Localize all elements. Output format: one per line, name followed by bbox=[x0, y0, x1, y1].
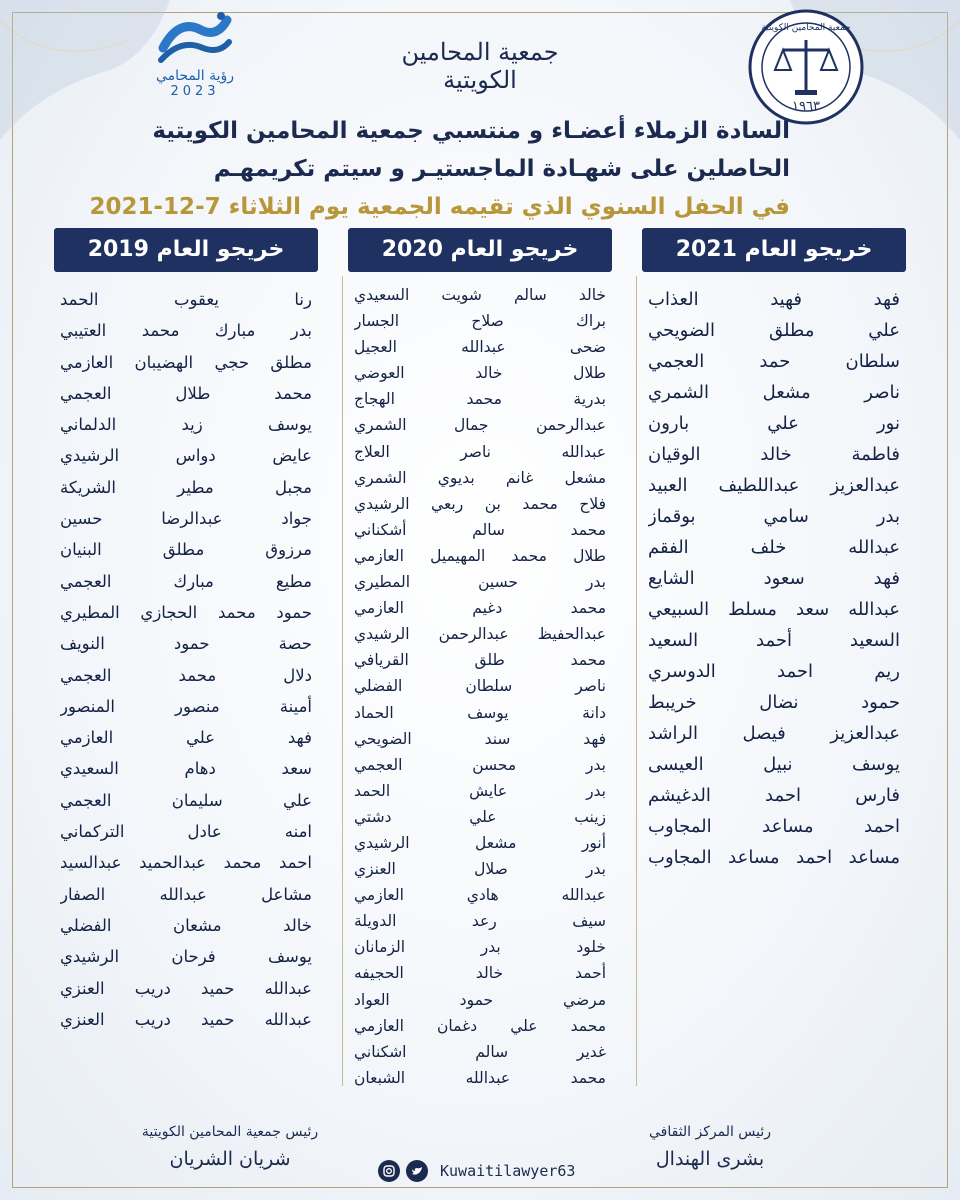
graduate-name: بدر صلال العنزي bbox=[354, 860, 606, 879]
graduate-name: براك صلاح الجسار bbox=[354, 312, 606, 331]
graduate-name: يوسف زيد الدلماني bbox=[60, 415, 312, 435]
column-2021 bbox=[642, 228, 906, 873]
graduate-name: خالد سالم شويت السعيدي bbox=[354, 286, 606, 304]
graduate-name: علي مطلق الضويحي bbox=[648, 320, 900, 341]
graduate-name: عبدالعزيز فيصل الراشد bbox=[648, 723, 900, 744]
logo-year: 2023 bbox=[170, 84, 220, 99]
graduate-name: عبدالله ناصر العلاج bbox=[354, 442, 606, 461]
graduate-name: سعد دهام السعيدي bbox=[60, 759, 312, 779]
graduate-name: بدر محسن العجمي bbox=[354, 755, 606, 774]
graduate-name: طلال خالد العوضي bbox=[354, 364, 606, 383]
graduate-name: مرزوق مطلق البنيان bbox=[60, 540, 312, 560]
graduate-name: محمد سالم أشكناني bbox=[354, 520, 606, 539]
graduate-name: بدر سامي بوقماز bbox=[648, 506, 900, 527]
signature-title: رئيس المركز الثقافي bbox=[648, 1124, 772, 1140]
graduate-name: عبدالعزيز عبداللطيف العبيد bbox=[648, 475, 900, 496]
column-divider bbox=[342, 276, 343, 1086]
signature-title: رئيس جمعية المحامين الكويتية bbox=[141, 1124, 319, 1140]
graduate-name: مرضي حمود العواد bbox=[354, 990, 606, 1009]
signature-name: بشرى الهندال bbox=[655, 1148, 765, 1170]
graduate-name: يوسف نبيل العيسى bbox=[648, 754, 900, 775]
graduate-name: فهد علي العازمي bbox=[60, 728, 312, 748]
graduate-name: نور علي بارون bbox=[648, 413, 900, 434]
graduate-name: مطلق حجي الهضيبان العازمي bbox=[60, 352, 312, 372]
graduate-name: محمد دغيم العازمي bbox=[354, 599, 606, 618]
graduate-name: ناصر مشعل الشمري bbox=[648, 382, 900, 403]
graduate-name: جواد عبدالرضا حسين bbox=[60, 509, 312, 529]
graduate-name: يوسف فرحان الرشيدي bbox=[60, 947, 312, 967]
headline-line-3: في الحفل السنوي الذي تقيمه الجمعية يوم الثلاثاء 7-12-2021 bbox=[89, 194, 790, 220]
graduate-name: مطيع مبارك العجمي bbox=[60, 571, 312, 591]
brand-title: جمعية المحامين الكويتية bbox=[401, 38, 559, 94]
graduate-name: فهد سند الضويحي bbox=[354, 729, 606, 748]
column-2020 bbox=[348, 228, 612, 1091]
graduate-name: دلال محمد العجمي bbox=[60, 665, 312, 685]
graduate-name: زينب علي دشتي bbox=[354, 807, 606, 826]
vision-logo bbox=[140, 8, 250, 118]
graduate-name: مجبل مطير الشريكة bbox=[60, 477, 312, 497]
graduate-name: عبدالله هادي العازمي bbox=[354, 886, 606, 905]
graduate-name: حمود محمد الحجازي المطيري bbox=[60, 602, 312, 622]
names-list-2019 bbox=[54, 272, 318, 1035]
graduate-name: عبدالرحمن جمال الشمري bbox=[354, 416, 606, 435]
graduate-name: فلاح محمد بن ربعي الرشيدي bbox=[354, 494, 606, 513]
graduate-name: حصة حمود النويف bbox=[60, 634, 312, 654]
graduate-name: فهد سعود الشايع bbox=[648, 568, 900, 589]
graduate-name: محمد طلال العجمي bbox=[60, 383, 312, 403]
graduate-name: غدير سالم اشكناني bbox=[354, 1042, 606, 1061]
graduate-name: عبدالله حميد دريب العنزي bbox=[60, 978, 312, 998]
graduate-name: خلود بدر الزمانان bbox=[354, 938, 606, 957]
association-seal bbox=[747, 8, 865, 126]
column-title-2019: خريجو العام 2019 bbox=[54, 228, 318, 272]
headline-line-2: الحاصلين على شهـادة الماجستيـر و سيتم تكريمهـم bbox=[213, 156, 790, 182]
graduate-name: مشاعل عبدالله الصفار bbox=[60, 884, 312, 904]
signature-association-head bbox=[100, 1124, 360, 1170]
graduate-name: عبدالله خلف الفقم bbox=[648, 537, 900, 558]
twitter-icon[interactable] bbox=[406, 1160, 428, 1182]
names-list-2021 bbox=[642, 272, 906, 873]
graduate-name: بدرية محمد الهجاج bbox=[354, 390, 606, 409]
social-handles bbox=[378, 1158, 638, 1184]
graduate-name: أمينة منصور المنصور bbox=[60, 696, 312, 716]
graduate-name: طلال محمد المهيميل العازمي bbox=[354, 546, 606, 565]
graduate-name: محمد علي دغمان العازمي bbox=[354, 1016, 606, 1035]
graduate-name: محمد عبدالله الشبعان bbox=[354, 1068, 606, 1087]
seal-year: ١٩٦٣ bbox=[792, 99, 820, 114]
graduate-name: ضحى عبدالله العجيل bbox=[354, 338, 606, 357]
announcement-headline bbox=[89, 112, 790, 226]
column-title-2020: خريجو العام 2020 bbox=[348, 228, 612, 272]
graduate-name: عايض دواس الرشيدي bbox=[60, 446, 312, 466]
column-2019 bbox=[54, 228, 318, 1035]
headline-line-1: السادة الزملاء أعضـاء و منتسبي جمعية المحامين الكويتية bbox=[152, 118, 790, 144]
graduate-name: بدر عايش الحمد bbox=[354, 781, 606, 800]
graduate-name: علي سليمان العجمي bbox=[60, 790, 312, 810]
graduate-name: احمد مساعد المجاوب bbox=[648, 816, 900, 837]
graduate-name: عبدالله حميد دريب العنزي bbox=[60, 1009, 312, 1029]
graduate-name: السعيد أحمد السعيد bbox=[648, 630, 900, 651]
graduate-name: عبدالحفيظ عبدالرحمن الرشيدي bbox=[354, 625, 606, 644]
graduate-name: ريم احمد الدوسري bbox=[648, 661, 900, 682]
seal-text: جمعية المحامين الكويتية bbox=[761, 23, 851, 33]
logo-name: رؤية المحامي bbox=[155, 68, 235, 84]
graduate-name: امنه عادل التركماني bbox=[60, 822, 312, 842]
column-title-2021: خريجو العام 2021 bbox=[642, 228, 906, 272]
graduate-name: مساعد احمد مساعد المجاوب bbox=[648, 847, 900, 868]
social-handle[interactable]: Kuwaitilawyer63 bbox=[440, 1162, 576, 1180]
graduate-name: أنور مشعل الرشيدي bbox=[354, 833, 606, 852]
graduate-name: دانة يوسف الحماد bbox=[354, 703, 606, 722]
instagram-icon[interactable] bbox=[378, 1160, 400, 1182]
graduate-name: رنا يعقوب الحمد bbox=[60, 290, 312, 309]
graduate-name: احمد محمد عبدالحميد عبدالسيد bbox=[60, 853, 312, 873]
graduate-name: أحمد خالد الحجيفه bbox=[354, 964, 606, 983]
graduate-name: محمد طلق القريافي bbox=[354, 651, 606, 670]
graduate-name: فهد فهيد العذاب bbox=[648, 289, 900, 310]
wave-logo-icon bbox=[155, 8, 235, 74]
graduate-name: سلطان حمد العجمي bbox=[648, 351, 900, 372]
graduate-name: بدر مبارك محمد العتيبي bbox=[60, 321, 312, 341]
signature-name: شريان الشريان bbox=[169, 1148, 291, 1170]
graduate-name: مشعل غانم بديوي الشمري bbox=[354, 468, 606, 487]
graduate-name: ناصر سلطان الفضلي bbox=[354, 677, 606, 696]
names-list-2020 bbox=[348, 272, 612, 1091]
graduate-name: فاطمة خالد الوقيان bbox=[648, 444, 900, 465]
graduate-name: سيف رعد الدويلة bbox=[354, 912, 606, 931]
graduate-name: عبدالله سعد مسلط السبيعي bbox=[648, 599, 900, 620]
graduate-name: بدر حسين المطيري bbox=[354, 573, 606, 592]
graduate-name: فارس احمد الدغيشم bbox=[648, 785, 900, 806]
column-divider bbox=[636, 276, 637, 1086]
graduate-name: خالد مشعان الفضلي bbox=[60, 915, 312, 935]
graduate-name: حمود نضال خريبط bbox=[648, 692, 900, 713]
